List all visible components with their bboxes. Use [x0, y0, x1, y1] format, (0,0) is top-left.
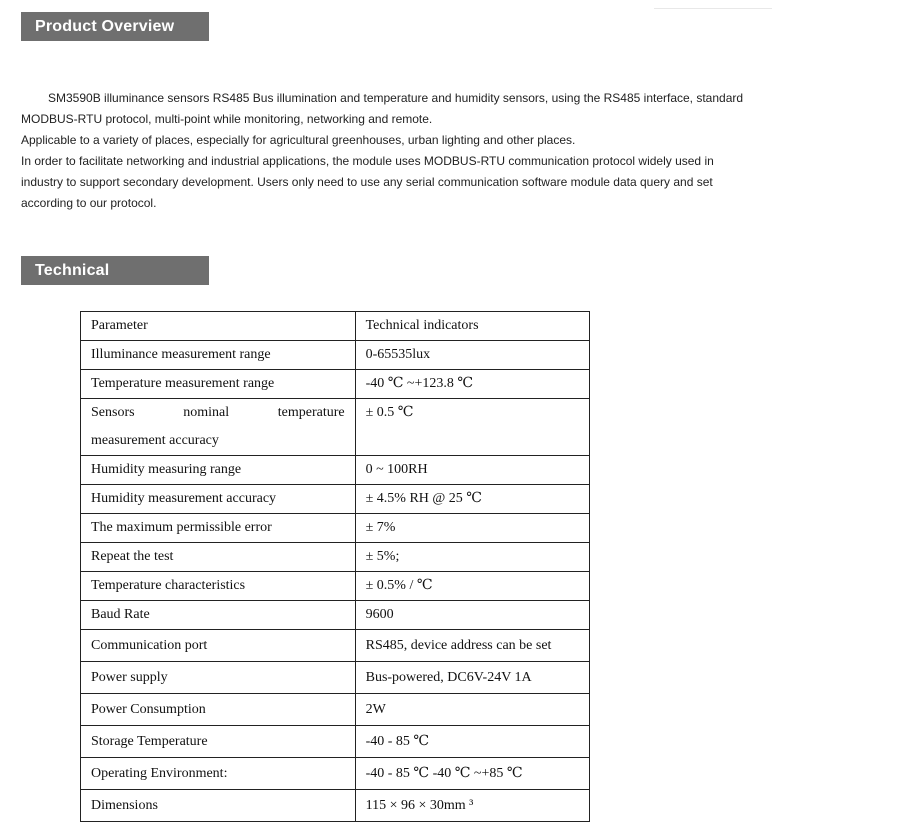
- param-cell: Dimensions: [81, 790, 356, 822]
- value-cell: ± 0.5 ℃: [355, 399, 589, 456]
- param-cell: Power supply: [81, 662, 356, 694]
- overview-line-4: In order to facilitate networking and industrial applications, the module uses MODBUS-RTU communication protocol widely used in: [21, 154, 714, 168]
- param-word: Sensors: [91, 405, 135, 420]
- table-row: [81, 694, 590, 726]
- table-row: [81, 543, 590, 572]
- value-cell: -40 - 85 ℃ -40 ℃ ~+85 ℃: [355, 758, 589, 790]
- table-row: [81, 790, 590, 822]
- param-cell: Power Consumption: [81, 694, 356, 726]
- value-cell: ± 0.5% / ℃: [355, 572, 589, 601]
- param-cell: Repeat the test: [81, 543, 356, 572]
- table-header-row: [81, 312, 590, 341]
- value-cell: ± 7%: [355, 514, 589, 543]
- param-word: nominal: [183, 405, 230, 420]
- value-cell: -40 ℃ ~+123.8 ℃: [355, 370, 589, 399]
- header-parameter: Parameter: [81, 312, 356, 341]
- table-row: [81, 485, 590, 514]
- value-cell: 2W: [355, 694, 589, 726]
- table-row: [81, 399, 590, 456]
- param-cell: Illuminance measurement range: [81, 341, 356, 370]
- param-cell: Storage Temperature: [81, 726, 356, 758]
- value-cell: Bus-powered, DC6V-24V 1A: [355, 662, 589, 694]
- value-cell: RS485, device address can be set: [355, 630, 589, 662]
- overview-line-1: [21, 88, 821, 109]
- table-row: [81, 370, 590, 399]
- param-cell: Communication port: [81, 630, 356, 662]
- table-row: [81, 662, 590, 694]
- table-row: [81, 630, 590, 662]
- param-cell: Temperature measurement range: [81, 370, 356, 399]
- param-word: temperature: [277, 405, 345, 420]
- param-cell: Baud Rate: [81, 601, 356, 630]
- param-cell: [81, 399, 356, 456]
- table-row: [81, 341, 590, 370]
- table-row: [81, 572, 590, 601]
- table-row: [81, 758, 590, 790]
- value-cell: ± 4.5% RH @ 25 ℃: [355, 485, 589, 514]
- top-divider: [654, 8, 772, 9]
- value-cell: 115 × 96 × 30mm ³: [355, 790, 589, 822]
- product-overview-text: [21, 88, 821, 214]
- value-cell: 0-65535lux: [355, 341, 589, 370]
- param-justified-line: [91, 399, 345, 427]
- value-cell: -40 - 85 ℃: [355, 726, 589, 758]
- value-cell: ± 5%;: [355, 543, 589, 572]
- technical-parameters-table: [80, 311, 590, 822]
- param-cell: Humidity measuring range: [81, 456, 356, 485]
- param-cell: Humidity measurement accuracy: [81, 485, 356, 514]
- table-row: [81, 726, 590, 758]
- overview-line-6: according to our protocol.: [21, 196, 157, 210]
- technical-parameters-header: Technical Parameters: [21, 256, 209, 285]
- overview-line-1-text: SM3590B illuminance sensors RS485 Bus illumination and temperature and humidity sensors, using the RS485 interface, standard: [48, 91, 744, 105]
- param-cell: The maximum permissible error: [81, 514, 356, 543]
- product-overview-header: Product Overview: [21, 12, 209, 41]
- value-cell: 9600: [355, 601, 589, 630]
- table-row: [81, 514, 590, 543]
- value-cell: 0 ~ 100RH: [355, 456, 589, 485]
- overview-line-3: Applicable to a variety of places, especially for agricultural greenhouses, urban lighting and other places.: [21, 133, 576, 147]
- table-row: [81, 601, 590, 630]
- overview-line-5: industry to support secondary development. Users only need to use any serial communication software module data query and set: [21, 175, 713, 189]
- param-cell: Operating Environment:: [81, 758, 356, 790]
- table-row: [81, 456, 590, 485]
- param-line-2: measurement accuracy: [91, 433, 219, 448]
- overview-line-2: MODBUS-RTU protocol, multi-point while monitoring, networking and remote.: [21, 112, 433, 126]
- header-technical-indicators: Technical indicators: [355, 312, 589, 341]
- param-cell: Temperature characteristics: [81, 572, 356, 601]
